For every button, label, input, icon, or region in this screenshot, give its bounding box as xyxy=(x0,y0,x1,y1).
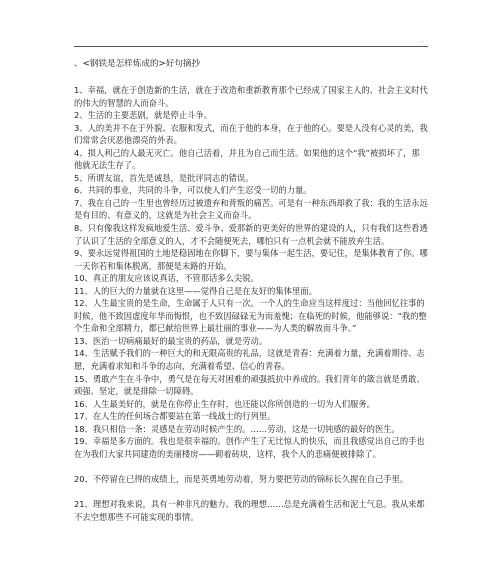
quote-item: 10、真正的朋友应该说真话，不管那话多么尖锐。 xyxy=(74,273,259,284)
quote-item: 5、所谓友谊，首先是诚恳，是批评同志的错误。 xyxy=(74,172,254,183)
header-divider xyxy=(74,46,428,47)
quote-item: 1、幸福，就在于创造新的生活，就在于改造和重新教育那个已经成了国家主人的、社会主义时代的伟大的智慧的人而奋斗。 xyxy=(74,85,428,108)
quote-item: 17、在人生的任何场合都要站在第一线战士的行列里。 xyxy=(74,411,276,422)
quote-item: 20、不停留在已得的成绩上，而是英勇地劳动着，努力要把劳动的锦标长久握在自己手里。 xyxy=(74,473,409,484)
quote-item: 3、人的美并不在于外貌、衣服和发式，而在于他的本身，在于他的心。要是人没有心灵的美，我们常常会厌恶他漂亮的外表。 xyxy=(74,122,428,146)
quote-item: 9、要永远觉得祖国的土地是稳固地在你脚下，要与集体一起生活，要记住，是集体教育了你。哪一天你若和集体脱离，那便是末路的开始。 xyxy=(74,248,428,271)
document-title: 、<钢铁是怎样炼成的>好句摘抄 xyxy=(74,59,201,69)
quote-item: 7、我在自己的一生里也曾经历过被遗弃和背叛的痛苦。可是有一种东西却救了我：我的生活永远是有目的、有意义的，这就是为社会主义而奋斗。 xyxy=(74,197,428,221)
quote-item: 4、损人利己的人最无灭亡。他自己活着，并且为自己而生活。如果他的这个“我”被损坏了，那他就无法生存了。 xyxy=(74,147,420,171)
quote-item: 12、人生最宝贵的是生命，生命属于人只有一次。一个人的生命应当这样度过：当他回忆往事的时候，他不致因虚度年华而悔恨，也不致因碌碌无为而羞愧；在临死的时候，他能够说：“我的整个生命和全部精力，都已献给世界上最壮丽的事业——为人类的解放而斗争。” xyxy=(74,298,427,334)
quote-list xyxy=(74,84,428,523)
quote-item: 21、理想对我来说，具有一种非凡的魅力。我的理想……总是充满着生活和泥土气息。我从来都不去空想那些不可能实现的事情。 xyxy=(74,498,425,522)
quote-item: 19、幸福是多方面的。我也是很幸福的。创作产生了无比惊人的快乐，而且我感觉出自己的手也在为我们大家共同建造的美丽楼房——砌着砖块，这样，我个人的悲痛便被排除了。 xyxy=(74,436,425,459)
quote-item: 11、人的巨大的力量就在这里——觉得自己是在友好的集体里面。 xyxy=(74,285,317,296)
header-mark: . xyxy=(421,36,424,44)
quote-item: 8、只有像我这样发疯地爱生活、爱斗争、爱那新的更美好的世界的建设的人，只有我们这些看透了认识了生活的全部意义的人，才不会随便死去，哪怕只有一点机会就不能放弃生活。 xyxy=(74,223,428,246)
quote-item: 2、生活的主要悲剧，就是停止斗争。 xyxy=(74,110,213,121)
quote-item: 18、我只相信一条：灵感是在劳动时候产生的。……劳动，这是一切钝感的最好的医生。 xyxy=(74,423,400,434)
quote-item: 14、生活赋予我们的一种巨大的和无限高贵的礼品，这就是青春：充满着力量，充满着期待、志愿，充满着求知和斗争的志向，充满着希望、信心的青春。 xyxy=(74,348,425,372)
quote-item: 13、医治一切病痛最好的最宝贵的药品，就是劳动。 xyxy=(74,335,268,346)
quote-item: 15、勇敢产生在斗争中，勇气是在每天对困难的顽强抵抗中养成的。我们青年的箴言就是勇敢、顽强、坚定，就是排除一切障碍。 xyxy=(74,373,425,397)
quote-item: 6、共同的事业，共同的斗争，可以使人们产生忍受一切的力量。 xyxy=(74,185,312,196)
quote-item: 16、人生最美好的，就是在你停止生存时，也还能以你所创造的一切为人们服务。 xyxy=(74,398,375,409)
